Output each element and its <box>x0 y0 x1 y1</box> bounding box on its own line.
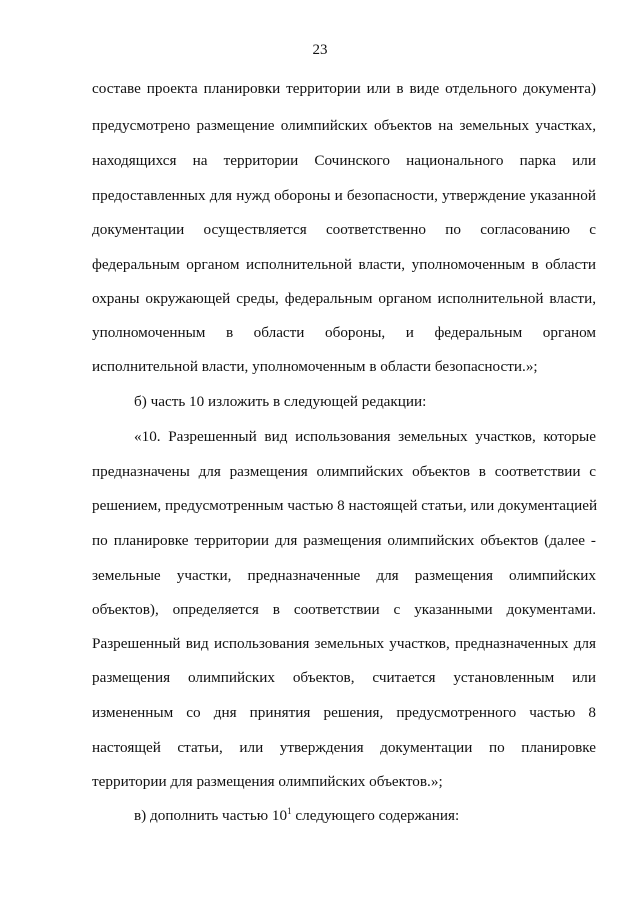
page-number: 23 <box>312 42 328 58</box>
paragraph-v-text-before: в) дополнить частью 10 <box>134 807 288 824</box>
paragraph-b-heading: б) часть 10 изложить в следующей редакции: <box>134 393 427 410</box>
text-line: предназначены для размещения олимпийских объектов в соответствии с <box>92 463 596 480</box>
text-line: уполномоченным в области обороны, и федеральным органом <box>92 324 596 341</box>
text-line: федеральным органом исполнительной власти, уполномоченным в области <box>92 256 596 273</box>
text-line: объектов), определяется в соответствии с указанными документами. <box>92 601 596 618</box>
text-line: «10. Разрешенный вид использования земельных участков, которые <box>134 428 596 445</box>
superscript-number: 1 <box>287 806 292 816</box>
text-line: настоящей статьи, или утверждения документации по планировке <box>92 739 596 756</box>
text-line: предусмотрено размещение олимпийских объектов на земельных участках, <box>92 117 596 134</box>
text-line: предоставленных для нужд обороны и безопасности, утверждение указанной <box>92 187 596 204</box>
text-line: Разрешенный вид использования земельных участков, предназначенных для <box>92 635 596 652</box>
text-line: решением, предусмотренным частью 8 настоящей статьи, или документацией <box>92 497 598 514</box>
text-line: по планировке территории для размещения олимпийских объектов (далее - <box>92 532 596 549</box>
text-line: измененным со дня принятия решения, предусмотренного частью 8 <box>92 704 596 721</box>
text-line: находящихся на территории Сочинского национального парка или <box>92 152 596 169</box>
text-line: охраны окружающей среды, федеральным органом исполнительной власти, <box>92 290 596 307</box>
text-line: документации осуществляется соответственно по согласованию с <box>92 221 596 238</box>
paragraph-v-heading <box>134 806 596 826</box>
text-line: территории для размещения олимпийских объектов.»; <box>92 773 443 790</box>
text-line: составе проекта планировки территории или в виде отдельного документа) <box>92 80 596 97</box>
paragraph-v-text-after: следующего содержания: <box>291 807 460 824</box>
text-line: размещения олимпийских объектов, считается установленным или <box>92 669 596 686</box>
text-line: исполнительной власти, уполномоченным в области безопасности.»; <box>92 358 538 375</box>
text-line: земельные участки, предназначенные для размещения олимпийских <box>92 567 596 584</box>
